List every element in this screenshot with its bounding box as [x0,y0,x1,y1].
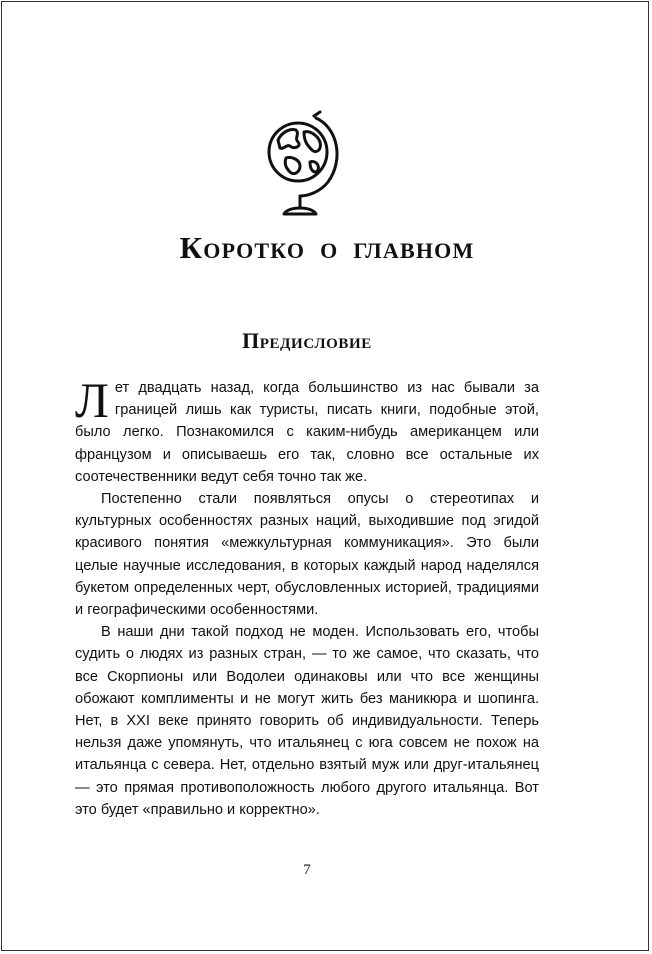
book-page [1,1,649,951]
paragraph-1-text: ет двадцать назад, когда большинство из нас бывали за границей лишь как туристы, писать книги, подобные этой, было легко. Познакомился с каким-нибудь американцем или французом и описываешь его так, словно все остальные их соотечественники ведут себя точно так же. [75,380,539,485]
globe-axis-top [314,112,320,116]
globe-continent-2 [304,132,320,152]
body-text [75,372,539,821]
page-number: 7 [303,862,311,878]
chapter-title: Коротко о главном [179,230,475,265]
section-title: Предисловие [242,328,372,353]
globe-continent-4 [310,161,318,171]
paragraph-2: Постепенно стали появляться опусы о стереотипах и культурных особенностях разных наций, выходившие под эгидой красивого понятия «межкультурная коммуникация». Это были целые научные исследования, в которых каждый народ наделялся букетом определенных черт, обусловленных историей, традициями и географическими особенностями. [75,491,539,619]
paragraph-1 [75,372,539,488]
drop-cap: Л [75,372,109,428]
globe-stand-base [284,208,316,214]
globe-continent-3 [285,157,300,173]
paragraph-3: В наши дни такой подход не моден. Использовать его, чтобы судить о людях из разных стран, — то же самое, что сказать, что все Скорпионы или Водолеи одинаковы или что все женщины обожают комплименты и не могут жить без маникюра и шопинга. Нет, в XXI веке принято говорить об индивидуальности. Теперь нельзя даже упомянуть, что итальянец с юга совсем не похож на итальянца с севера. Нет, отдельно взятый муж или друг-итальянец — это прямая противоположность любого другого итальянца. Вот это будет «правильно и корректно». [75,624,539,818]
globe-continent-1 [278,129,299,148]
globe-icon [264,110,346,222]
